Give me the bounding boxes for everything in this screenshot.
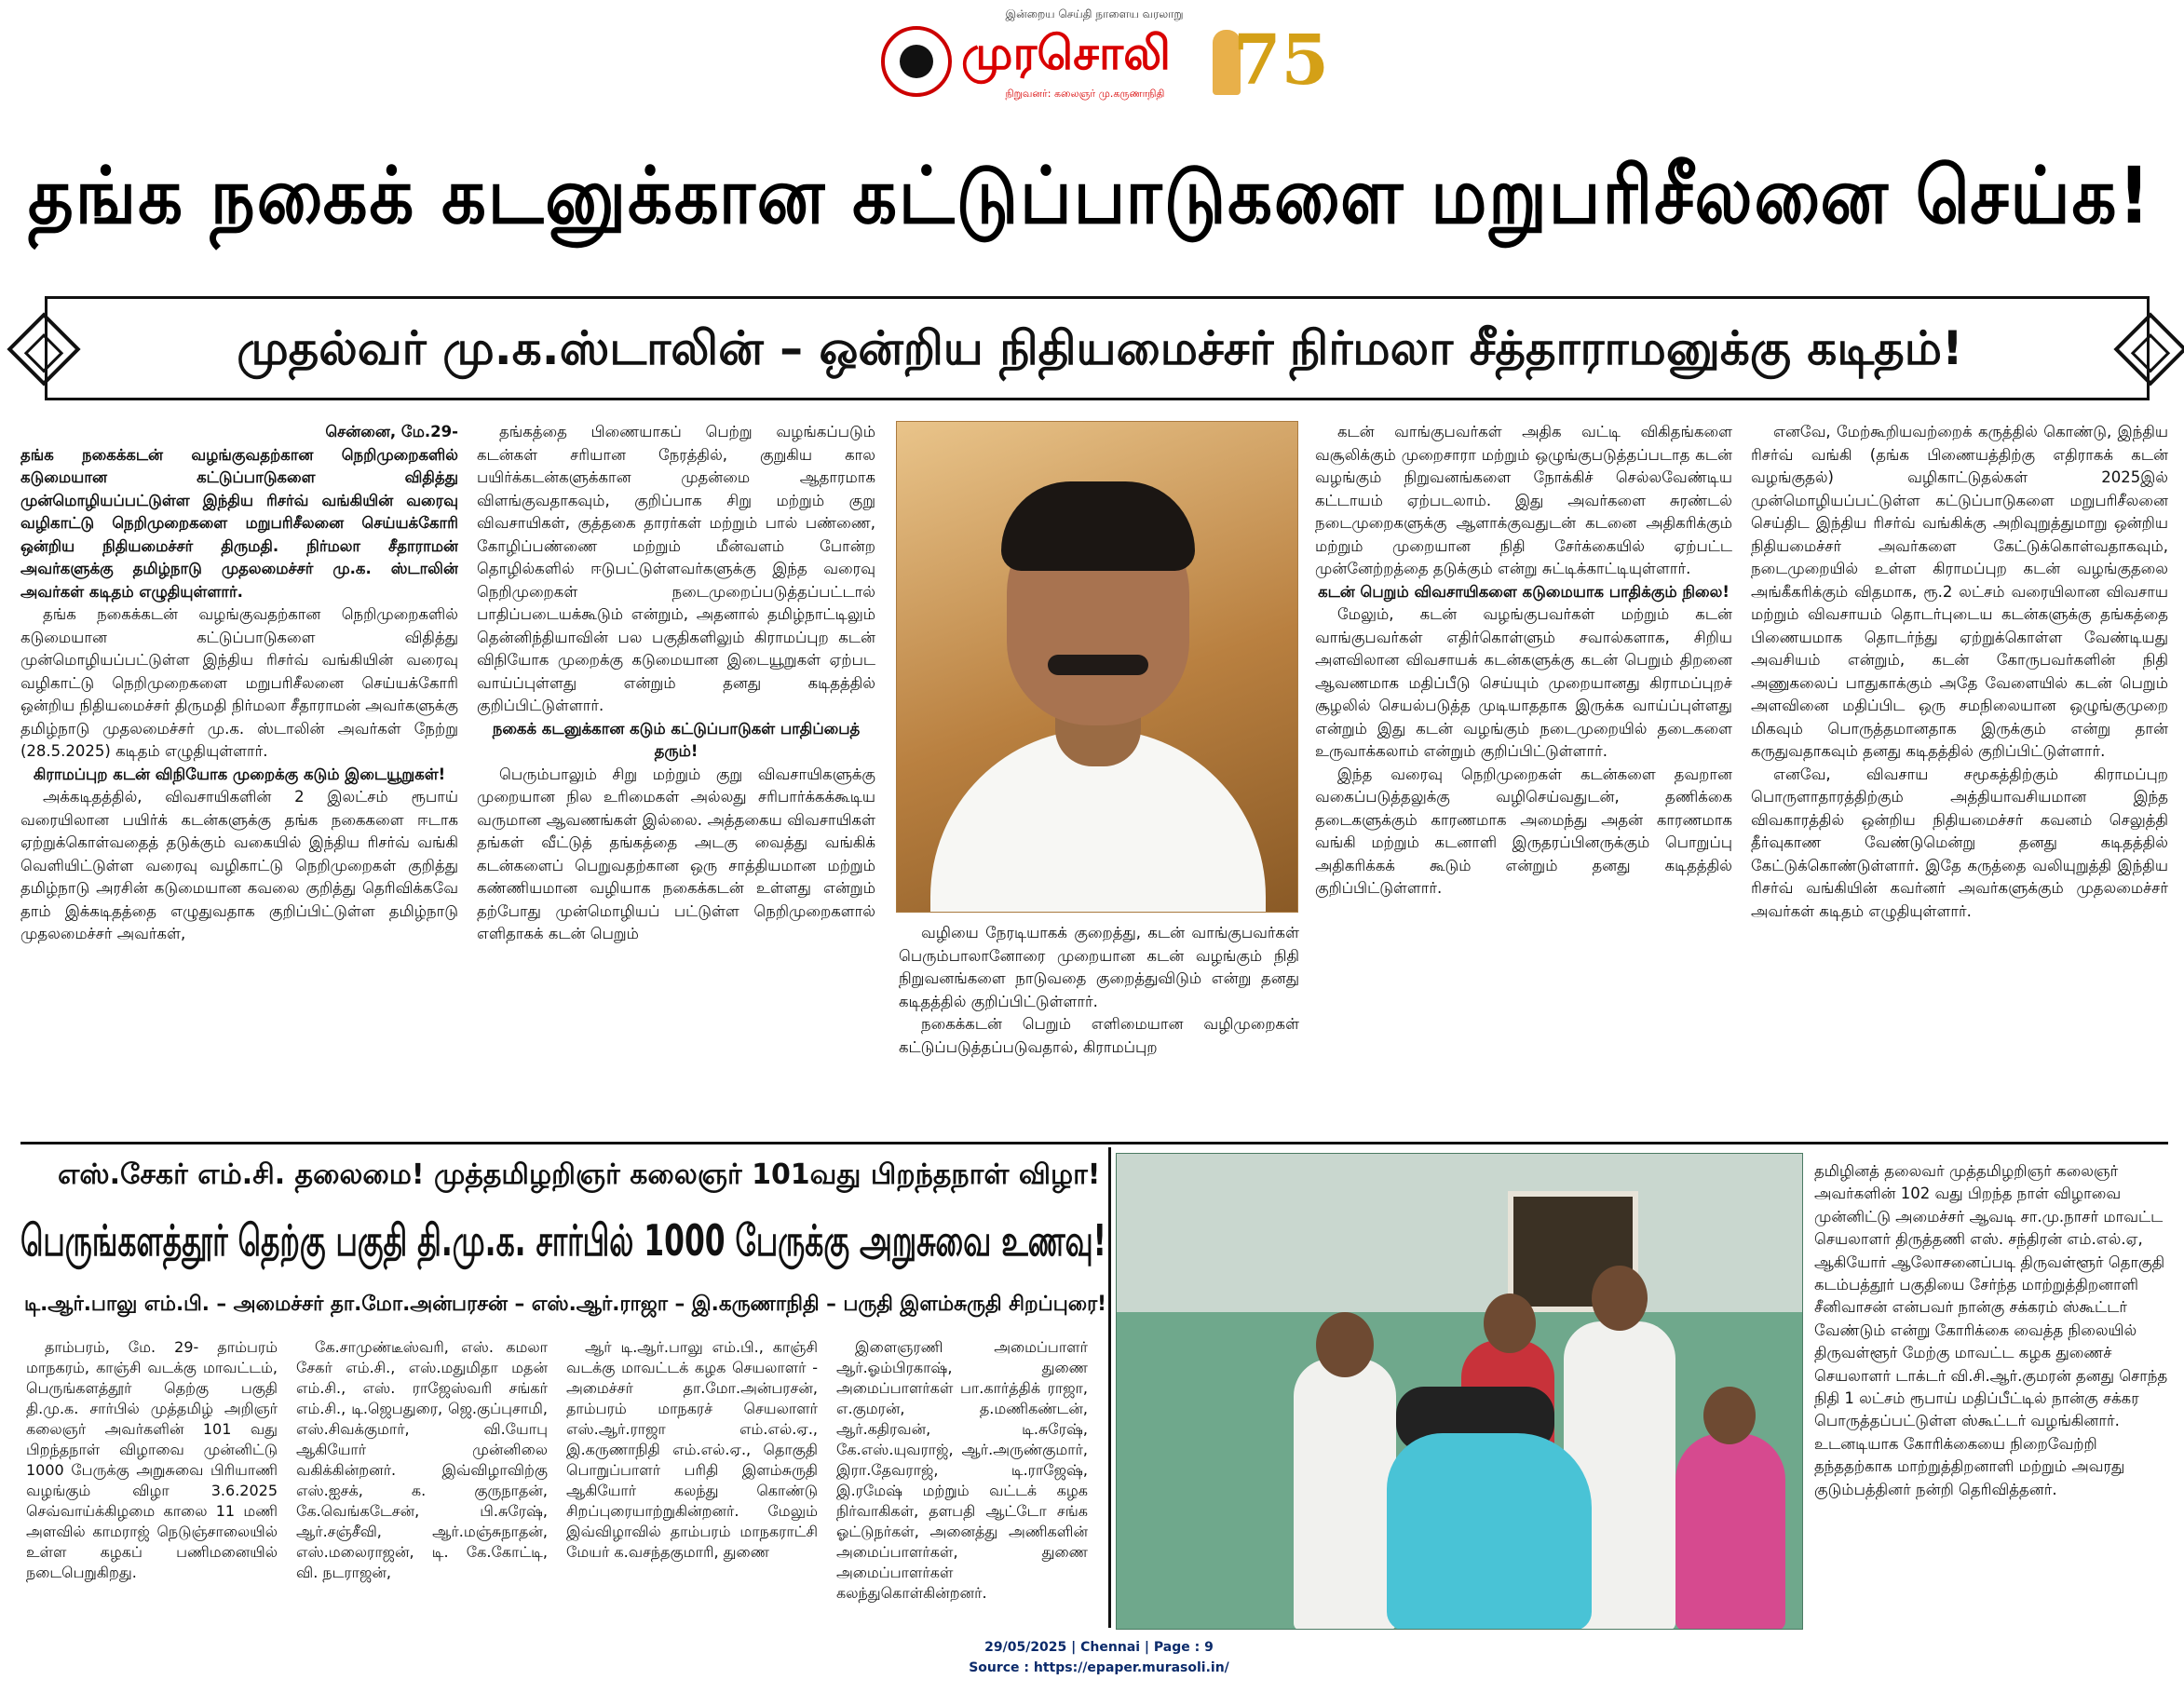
main-headline: தங்க நகைக் கடனுக்கான கட்டுப்பாடுகளை மறுபரிசீலனை செய்க! — [28, 150, 2152, 241]
article-lead: தங்க நகைக்கடன் வழங்குவதற்கான நெறிமுறைகளில் கடுமையான கட்டுப்பாடுகளை விதித்து முன்மொழியப்பட்டுள்ள இந்திய ரிசர்வ் வங்கியின் வரைவு வழிகாட்டு நெறிமுறைகளை மறுபரிசீலனை செய்யக்கோரி ஒன்றிய நிதியமைச்சர் திருமதி. நிர்மலா சீதாராமன் அவர்களுக்கு தமிழ்நாடு முதலமைச்சர் மு.க. ஸ்டாலின் அவர்கள் கடிதம் எழுதியுள்ளார். — [20, 445, 458, 601]
subheadline-box — [45, 296, 2150, 400]
article-paragraph: இந்த வரைவு நெறிமுறைகள் கடன்களை தவறான வகைப்படுத்தலுக்கு வழிசெய்வதுடன், தணிக்கை தடைகளுக்கும் காரணமாக அமைந்து அதன் காரணமாக வங்கி மற்றும் கடனாளி இருதரப்பினருக்கும் பொறுப்பு அதிகரிக்கக் கூடும் என்றும் தனது கடிதத்தில் குறிப்பிட்டுள்ளார். — [1315, 765, 1732, 897]
story2-paragraph: இளைஞரணி அமைப்பாளர் ஆர்.ஓம்பிரகாஷ், துணை அமைப்பாளர்கள் பா.கார்த்திக் ராஜா, எ.குமரன், த.மணிகண்டன், ஆர்.கதிரவன், டி.சுரேஷ், கே.எஸ்.யுவராஜ், ஆர்.அருண்குமார், இரா.தேவராஜ், டி.ராஜேஷ், இ.ரமேஷ் மற்றும் வட்டக் கழக நிர்வாகிகள், தளபதி ஆட்டோ சங்க ஓட்டுநர்கள், அனைத்து அணிகளின் அமைப்பாளர்கள், துணை அமைப்பாளர்கள் கலந்துகொள்கின்றனர். — [836, 1338, 1088, 1602]
section-divider — [20, 1142, 2168, 1144]
diamond-ornament-icon — [2113, 312, 2184, 386]
photo-caption: தமிழினத் தலைவர் முத்தமிழறிஞர் கலைஞர் அவர்களின் 102 வது பிறந்த நாள் விழாவை முன்னிட்டு அமைச்சர் ஆவடி சா.மு.நாசர் மாவட்ட செயலாளர் திருத்தணி எஸ். சந்திரன் எம்.எல்.ஏ, ஆகியோர் ஆலோசனைப்படி திருவள்ளூர் தொகுதி கடம்பத்தூர் பகுதியை சேர்ந்த மாற்றுத்திறனாளி சீனிவாசன் என்பவர் நான்கு சக்கரம் ஸ்கூட்டர் வேண்டும் என்று கோரிக்கை வைத்த நிலையில் திருவள்ளூர் மேற்கு மாவட்ட கழக துணைச் செயலாளர் டாக்டர் வி.சி.ஆர்.குமரன் தனது சொந்த நிதி 1 லட்சம் ரூபாய் மதிப்பீட்டில் நான்கு சக்கர பொருத்தப்பட்டுள்ள ஸ்கூட்டர் வழங்கினார். உடனடியாக கோரிக்கையை நிறைவேற்றி தந்ததற்காக மாற்றுத்திறனாளி மற்றும் அவரது குடும்பத்தினர் நன்றி தெரிவித்தனர். — [1814, 1162, 2168, 1498]
article-column-2 — [477, 421, 875, 1129]
story2-column-1 — [26, 1337, 278, 1628]
anniversary-badge — [1211, 20, 1329, 102]
story2-headline: பெருங்களத்தூர் தெற்கு பகுதி தி.மு.க. சார்பில் 1000 பேருக்கு அறுசுவை உணவு! — [20, 1215, 1106, 1266]
anniversary-number: 75 — [1233, 20, 1329, 101]
story2-paragraph: தாம்பரம், மே. 29- தாம்பரம் மாநகரம், காஞ்சி வடக்கு மாவட்டம், பெருங்களத்தூர் தெற்கு பகுதி தி.மு.க. சார்பில் முத்தமிழ் அறிஞர் கலைஞர் அவர்களின் 101 வது பிறந்தநாள் விழாவை முன்னிட்டு 1000 பேருக்கு அறுசுவை பிரியாணி வழங்கும் விழா 3.6.2025 செவ்வாய்க்கிழமை காலை 11 மணி அளவில் காமராஜ் நெடுஞ்சாலையில் உள்ள கழகப் பணிமனையில் நடைபெறுகிறது. — [26, 1338, 278, 1581]
masthead-tagline: இன்றைய செய்தி நாளைய வரலாறு — [1005, 7, 1184, 20]
article-paragraph: எனவே, மேற்கூறியவற்றைக் கருத்தில் கொண்டு, இந்திய ரிசர்வ் வங்கி (தங்க பிணையத்திற்கு எதிராகக் கடன் வழங்குதல்) வழிகாட்டுதல்கள் 2025இல் முன்மொழியப்பட்டுள்ள கட்டுப்பாடுகளை மறுபரிசீலனை செய்திட இந்திய ரிசர்வ் வங்கிக்கு அறிவுறுத்துமாறு ஒன்றிய நிதியமைச்சர் அவர்களை கேட்டுக்கொள்வதாகவும், நடைமுறையில் உள்ள கிராமப்புற கடன் வழங்குதலை அங்கீகரிக்கும் விதமாக, ரூ.2 லட்சம் வரையிலான விவசாய மற்றும் விவசாயம் தொடர்புடைய கடன்களுக்கு தங்கத்தை பிணையமாக தொடர்ந்து ஏற்றுக்கொள்ள வேண்டியது அவசியம் என்றும், கடன் கோருபவர்களின் நிதி அணுகலைப் பாதுகாக்கும் அதே வேளையில் கடன் பெறும் அளவினை மதிப்பிட ஒரு சமநிலையான ஒழுங்குமுறை மிகவும் பொருத்தமானதாக இருக்கும் என்று தான் கருதுவதாகவும் தனது கடிதத்தில் குறிப்பிட்டுள்ளார். — [1751, 423, 2168, 760]
story2-column-2 — [296, 1337, 548, 1628]
article-column-1 — [20, 421, 458, 1129]
masthead — [875, 7, 1329, 104]
article-paragraph: நகைக்கடன் பெறும் எளிமையான வழிமுறைகள் கட்டுப்படுத்தப்படுவதால், கிராமப்புற — [899, 1015, 1299, 1056]
footer-date-page: 29/05/2025 | Chennai | Page : 9 — [984, 1640, 1214, 1655]
article-crosshead: நகைக் கடனுக்கான கடும் கட்டுப்பாடுகள் பாதிப்பைத் தரும்! — [492, 719, 861, 760]
newspaper-logo: முரசொலி — [961, 25, 1171, 80]
party-emblem-icon — [881, 26, 952, 97]
footer-source-link[interactable]: Source : https://epaper.murasoli.in/ — [969, 1660, 1229, 1675]
story2-kicker: எஸ்.சேகர் எம்.சி. தலைமை! முத்தமிழறிஞர் கலைஞர் 101வது பிறந்தநாள் விழா! — [58, 1158, 1101, 1191]
scooter-handover-photo — [1116, 1153, 1803, 1630]
story2-paragraph: கே.சாமுண்டீஸ்வரி, எஸ். கமலா சேகர் எம்.சி., எஸ்.மதுமிதா மதன் எம்.சி., எஸ். ராஜேஸ்வரி சங்கர் எம்.சி., டி.ஜெபதுரை, ஜெ.குப்புசாமி, எஸ்.சிவக்குமார், வி.யோபு ஆகியோர் முன்னிலை வகிக்கின்றனர். இவ்விழாவிற்கு எஸ்.ஐசக், க. குருநாதன், கே.வெங்கடேசன், பி.சுரேஷ், ஆர்.சஞ்சீவி, ஆர்.மஞ்சுநாதன், எஸ்.மலைராஜன், டி. கே.கோட்டி, வி. நடராஜன், — [296, 1338, 548, 1581]
masthead-founder-line: நிறுவனர்: கலைஞர் மு.கருணாநிதி — [1005, 88, 1165, 100]
diamond-ornament-icon — [7, 312, 80, 386]
article-paragraph: பெரும்பாலும் சிறு மற்றும் குறு விவசாயிகளுக்கு முறையான நில உரிமைகள் அல்லது சரிபார்க்கக்கூடிய வருமான ஆவணங்கள் இல்லை. அத்தகைய விவசாயிகள் தங்கள் வீட்டுத் தங்கத்தை அடகு வைத்து வங்கிக் கடன்களைப் பெறுவதற்கான ஒரு சாத்தியமான மற்றும் கண்ணியமான வழியாக நகைக்கடன் உள்ளது என்றும் தற்போது முன்மொழியப் பட்டுள்ள நெறிமுறைகளால் எளிதாகக் கடன் பெறும் — [477, 765, 875, 942]
story2-byline: டி.ஆர்.பாலு எம்.பி. – அமைச்சர் தா.மோ.அன்பரசன் – எஸ்.ஆர்.ராஜா – இ.கருணாநிதி – பருதி இளம்சுருதி சிறப்புரை! — [24, 1293, 1106, 1316]
column-divider — [1108, 1147, 1111, 1628]
story2-column-4 — [836, 1337, 1088, 1628]
chief-minister-portrait — [896, 421, 1298, 913]
article-dateline: சென்னை, மே.29- — [325, 423, 458, 440]
story2-paragraph: ஆர் டி.ஆர்.பாலு எம்.பி., காஞ்சி வடக்கு மாவட்டக் கழக செயலாளர் - அமைச்சர் தா.மோ.அன்பரசன், தாம்பரம் மாநகரச் செயலாளர் எஸ்.ஆர்.ராஜா எம்.எல்.ஏ., இ.கருணாநிதி எம்.எல்.ஏ., தொகுதி பொறுப்பாளர் பரிதி இளம்சுருதி ஆகியோர் கலந்து கொண்டு சிறப்புரையாற்றுகின்றனர். மேலும் இவ்விழாவில் தாம்பரம் மாநகராட்சி மேயர் க.வசந்தகுமாரி, துணை — [566, 1338, 818, 1561]
article-paragraph: வழியை நேரடியாகக் குறைத்து, கடன் வாங்குபவர்கள் பெரும்பாலானோரை முறையான கடன் வழங்கும் நிதி நிறுவனங்களை நாடுவதை குறைத்துவிடும் என்று தனது கடிதத்தில் குறிப்பிட்டுள்ளார். — [899, 924, 1299, 1010]
article-paragraph: தங்க நகைக்கடன் வழங்குவதற்கான நெறிமுறைகளில் கடுமையான கட்டுப்பாடுகளை விதித்து முன்மொழியப்பட்டுள்ள இந்திய ரிசர்வ் வங்கியின் வரைவு வழிகாட்டு நெறிமுறைகளை மறுபரிசீலனை செய்யக்கோரி ஒன்றிய நிதியமைச்சர் திருமதி நிர்மலா சீதாராமன் அவர்களுக்கு தமிழ்நாடு முதலமைச்சர் மு.க. ஸ்டாலின் அவர்கள் நேற்று (28.5.2025) கடிதம் எழுதியுள்ளார். — [20, 605, 458, 760]
article-crosshead: கிராமப்புற கடன் விநியோக முறைக்கு கடும் இடையூறுகள்! — [33, 765, 446, 783]
article-paragraph: தங்கத்தை பிணையாகப் பெற்று வழங்கப்படும் கடன்கள் சரியான நேரத்தில், குறுகிய கால பயிர்க்கடன்களுக்கான முதன்மை ஆதாரமாக விளங்குவதாகவும், குறிப்பாக சிறு மற்றும் குறு விவசாயிகள், குத்தகை தாரர்கள் மற்றும் பால் பண்ணை, கோழிப்பண்ணை மற்றும் மீன்வளம் போன்ற தொழில்களில் ஈடுபட்டுள்ளவர்களுக்கு இந்த வரைவு நெறிமுறைகள் நடைமுறைப்படுத்தப்பட்டால் பாதிப்படையக்கூடும் என்றும், அதனால் தமிழ்நாட்டிலும் தென்னிந்தியாவின் பல பகுதிகளிலும் கிராமப்புற கடன் விநியோக முறைக்கு கடுமையான இடையூறுகள் ஏற்பட வாய்ப்புள்ளது என்றும் தனது கடிதத்தில் குறிப்பிட்டுள்ளார். — [477, 423, 875, 714]
subheadline: முதல்வர் மு.க.ஸ்டாலின் – ஒன்றிய நிதியமைச்சர் நிர்மலா சீத்தாராமனுக்கு கடிதம்! — [237, 321, 1963, 375]
article-column-4 — [1315, 421, 1732, 1129]
article-paragraph: அக்கடிதத்தில், விவசாயிகளின் 2 இலட்சம் ரூபாய் வரையிலான பயிர்க் கடன்களுக்கு தங்க நகைகளை ஈடாக ஏற்றுக்கொள்வதைத் தடுக்கும் வகையில் இந்திய ரிசர்வ் வங்கி வெளியிட்டுள்ள வரைவு வழிகாட்டு நெறிமுறைகள் குறித்து தமிழ்நாடு அரசின் கடுமையான கவலை குறித்து தெரிவிக்கவே தாம் இக்கடிதத்தை எழுதுவதாக குறிப்பிட்டுள்ள தமிழ்நாடு முதலமைச்சர் அவர்கள், — [20, 788, 458, 942]
page-footer — [838, 1637, 1360, 1689]
story2-column-3 — [566, 1337, 818, 1628]
article-paragraph: மேலும், கடன் வழங்குபவர்கள் மற்றும் கடன் வாங்குபவர்கள் எதிர்கொள்ளும் சவால்களாக, சிறிய அளவிலான விவசாயக் கடன்களுக்கு கடன் பெறும் திறனை ஆவணமாக மதிப்பீடு செய்யும் முறையானது கிராமப்புறச் சூழலில் செயல்படுத்த முடியாததாக இருக்க வாய்ப்புள்ளது என்றும் இது கடன் வழங்கும் நடைமுறையில் தடைகளை உருவாக்கலாம் என்றும் குறிப்பிட்டுள்ளார். — [1315, 605, 1732, 760]
article-column-5 — [1751, 421, 2168, 1129]
article-column-3-continued — [899, 922, 1299, 1129]
article-paragraph: எனவே, விவசாய சமூகத்திற்கும் கிராமப்புற பொருளாதாரத்திற்கும் அத்தியாவசியமான இந்த விவகாரத்தில் ஒன்றிய நிதியமைச்சர் கவனம் செலுத்தி தீர்வுகாண வேண்டுமென்று தனது கடிதத்தில் கேட்டுக்கொண்டுள்ளார். இதே கருத்தை வலியுறுத்தி இந்திய ரிசர்வ் வங்கியின் கவர்னர் அவர்களுக்கும் முதலமைச்சர் அவர்கள் கடிதம் எழுதியுள்ளார். — [1751, 765, 2168, 920]
article-crosshead: கடன் பெறும் விவசாயிகளை கடுமையாக பாதிக்கும் நிலை! — [1318, 582, 1730, 601]
article-paragraph: கடன் வாங்குபவர்கள் அதிக வட்டி விகிதங்களை வசூலிக்கும் முறைசாரா மற்றும் ஒழுங்குபடுத்தப்படாத கடன் வழங்கும் நிறுவனங்களை நோக்கிச் செல்லவேண்டிய கட்டாயம் ஏற்படலாம். இது அவர்களை சுரண்டல் நடைமுறைகளுக்கு ஆளாக்குவதுடன் கடனை அதிகரிக்கும் மற்றும் முறையான நிதி சேர்க்கையில் ஏற்பட்ட முன்னேற்றத்தை தடுக்கும் என்று சுட்டிக்காட்டியுள்ளார். — [1315, 423, 1732, 577]
